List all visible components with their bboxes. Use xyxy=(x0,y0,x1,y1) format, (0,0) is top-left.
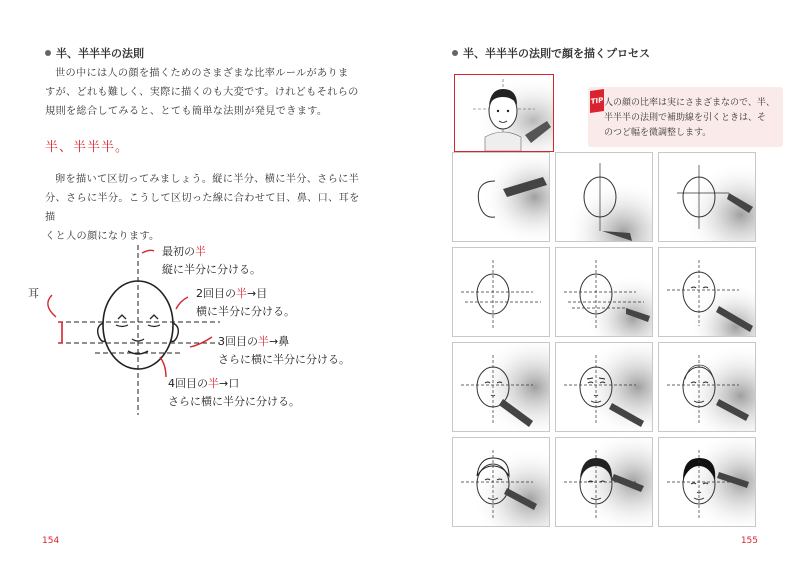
process-step-1 xyxy=(452,152,550,242)
section-title-right: 半、半半半の法則で顔を描くプロセス xyxy=(452,45,650,61)
page-number-right: 155 xyxy=(740,536,758,546)
method-paragraph: 卵を描いて区切ってみましょう。縦に半分、横に半分、さらに半 分、さらに半分。こうして区切った線に合わせて目、鼻、口、耳を描 くと人の顔になります。 xyxy=(45,174,360,242)
bullet-dot-icon xyxy=(452,50,458,56)
nose xyxy=(132,339,144,341)
process-step-10 xyxy=(452,437,550,527)
note3-line1: 3回目の半→鼻 xyxy=(218,335,290,348)
red-heading: 半、半半半。 xyxy=(45,140,130,155)
face-diagram xyxy=(0,235,400,435)
bullet-dot-icon xyxy=(45,50,51,56)
note2-arrow xyxy=(176,297,188,309)
final-sketch-image xyxy=(454,74,554,152)
intro-paragraph: 世の中には人の顔を描くためのさまざまな比率ルールがありま すが、どれも難しく、実際に描くのも大変です。けれどもそれらの 規則を総合してみると、とても簡単な法則が発見できます。 xyxy=(45,68,359,117)
process-step-8 xyxy=(555,342,653,432)
note1-arrow xyxy=(142,250,154,253)
process-step-3 xyxy=(658,152,756,242)
note4-arrow xyxy=(160,357,166,377)
page-number-left: 154 xyxy=(42,536,60,546)
section-title-left: 半、半半半の法則 xyxy=(45,45,144,61)
note3-line2: さらに横に半分に分ける。 xyxy=(218,353,350,366)
process-step-2 xyxy=(555,152,653,242)
process-step-7 xyxy=(452,342,550,432)
note3-arrow xyxy=(190,337,212,347)
note4-line2: さらに横に半分に分ける。 xyxy=(168,395,300,408)
process-step-11 xyxy=(555,437,653,527)
tip-text: 人の顔の比率は実にさまざまなので、半、 半半半の法則で補助線を引くときは、そ のつど幅を微調整します。 xyxy=(604,98,775,138)
note1-line1: 最初の半 xyxy=(162,245,206,258)
right-eye xyxy=(150,315,158,319)
ear-arrow xyxy=(48,295,56,317)
note2-line1: 2回目の半→目 xyxy=(196,287,268,300)
note4-line1: 4回目の半→口 xyxy=(168,377,240,390)
tip-badge: TIP xyxy=(590,89,604,113)
left-eye xyxy=(118,315,126,319)
process-step-5 xyxy=(555,247,653,337)
process-step-9 xyxy=(658,342,756,432)
process-step-12 xyxy=(658,437,756,527)
note1-line2: 縦に半分に分ける。 xyxy=(162,263,261,276)
right-page xyxy=(400,0,800,568)
process-step-6 xyxy=(658,247,756,337)
process-step-4 xyxy=(452,247,550,337)
ear-label: 耳 xyxy=(28,287,39,300)
sketch-face-illustration xyxy=(455,75,553,151)
note2-line2: 横に半分に分ける。 xyxy=(196,305,295,318)
